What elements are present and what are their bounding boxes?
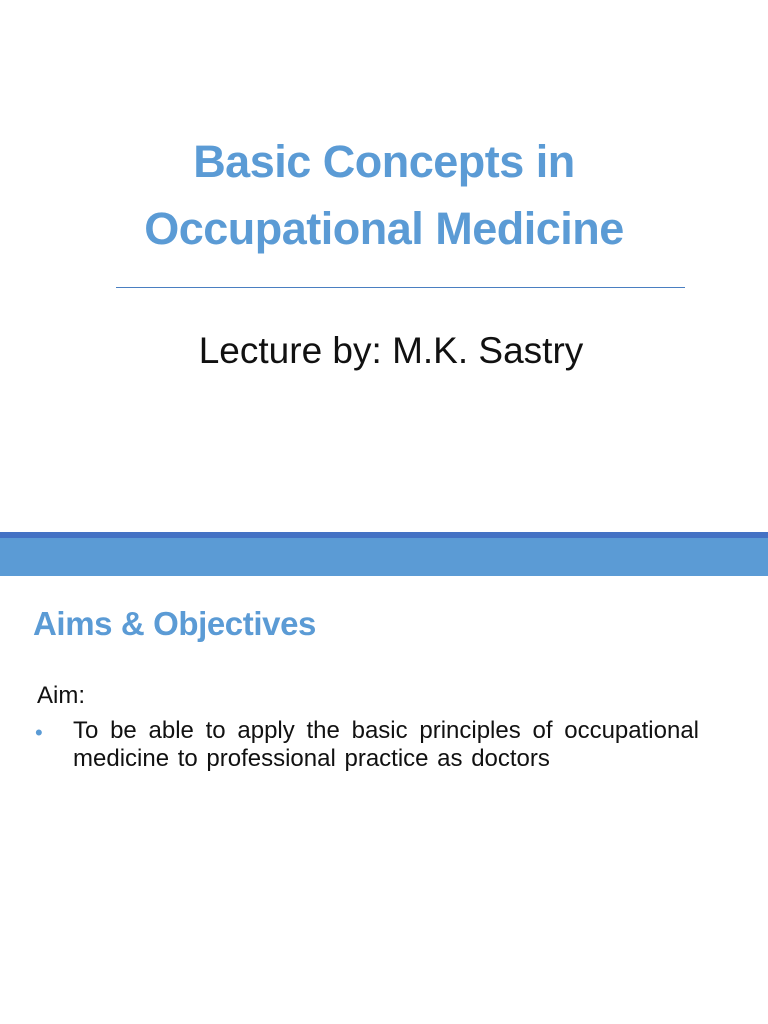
title-line-2: Occupational Medicine [144,203,624,254]
slide-title [60,128,708,262]
aims-objectives-slide [0,576,768,1024]
aim-label: Aim: [37,682,85,709]
section-heading: Aims & Objectives [33,605,316,642]
aim-bullet-text: To be able to apply the basic principles of occupational medicine to professional practice as doctors [73,717,699,772]
title-divider-line [116,287,685,288]
bullet-icon: • [35,720,43,745]
slide-divider-light-band [0,538,768,576]
title-line-1: Basic Concepts in [193,136,575,187]
lecturer-subtitle: Lecture by: M.K. Sastry [198,330,584,371]
